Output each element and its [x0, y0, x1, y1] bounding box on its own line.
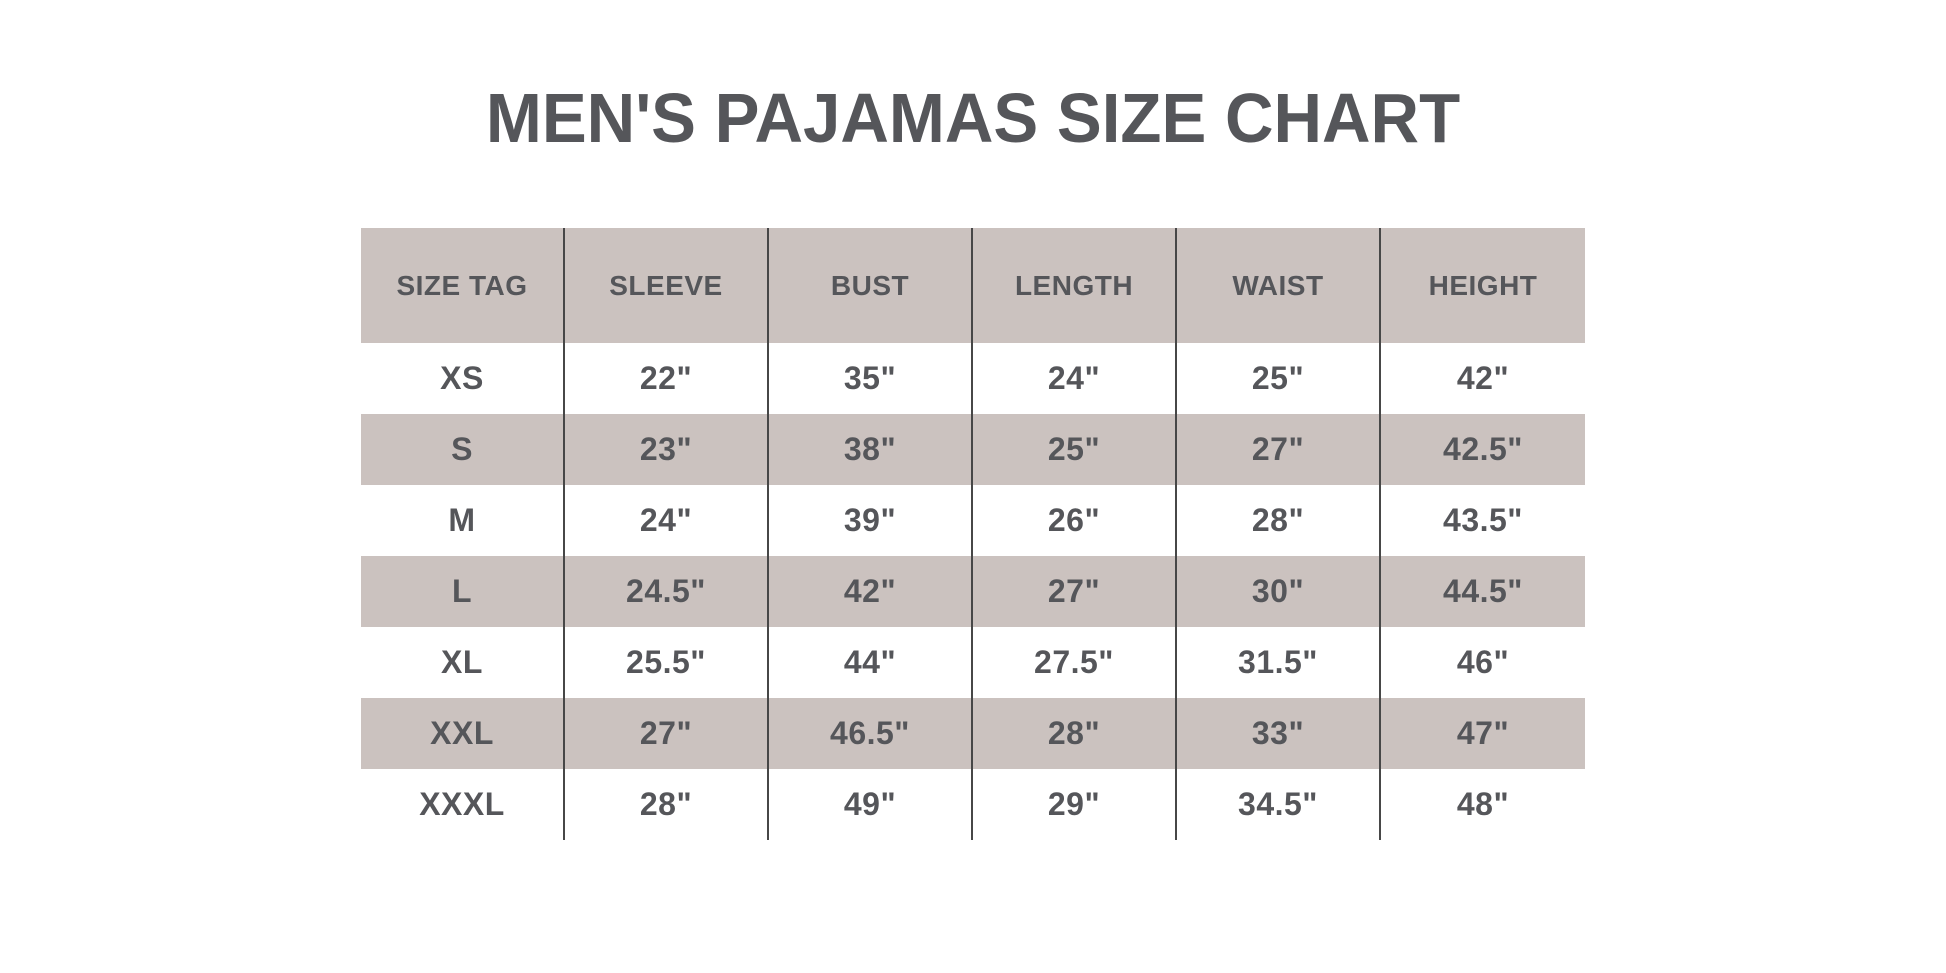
column-header-length: LENGTH	[973, 228, 1177, 343]
value-cell: 22"	[565, 343, 769, 414]
column-header-sleeve: SLEEVE	[565, 228, 769, 343]
column-header-height: HEIGHT	[1428, 269, 1538, 301]
table-row	[361, 556, 1585, 627]
column-header-size-tag: SIZE TAG	[361, 228, 565, 343]
table-header-row	[361, 228, 1585, 343]
size-tag-cell: XS	[361, 343, 565, 414]
value-cell: 44.5"	[1443, 573, 1523, 609]
size-tag-cell: S	[361, 414, 565, 485]
value-cell: 27"	[1177, 414, 1381, 485]
page-title: MEN'S PAJAMAS SIZE CHART	[485, 79, 1461, 157]
value-cell: 33"	[1177, 698, 1381, 769]
value-cell: 42.5"	[1443, 431, 1523, 467]
size-tag-cell: XXXL	[361, 769, 565, 840]
value-cell: 43.5"	[1443, 502, 1523, 538]
column-header-waist: WAIST	[1177, 228, 1381, 343]
value-cell: 49"	[769, 769, 973, 840]
table-row	[361, 485, 1585, 556]
value-cell: 42"	[1456, 360, 1510, 396]
value-cell: 28"	[565, 769, 769, 840]
size-tag-cell: M	[361, 485, 565, 556]
value-cell: 23"	[565, 414, 769, 485]
value-cell: 28"	[973, 698, 1177, 769]
value-cell: 48"	[1456, 786, 1510, 822]
table-row	[361, 698, 1585, 769]
value-cell: 30"	[1177, 556, 1381, 627]
value-cell: 38"	[769, 414, 973, 485]
value-cell: 26"	[973, 485, 1177, 556]
value-cell: 34.5"	[1177, 769, 1381, 840]
table-row	[361, 769, 1585, 840]
value-cell: 28"	[1177, 485, 1381, 556]
value-cell: 27.5"	[973, 627, 1177, 698]
size-tag-cell: XL	[361, 627, 565, 698]
value-cell: 25"	[1177, 343, 1381, 414]
value-cell: 31.5"	[1177, 627, 1381, 698]
value-cell: 27"	[973, 556, 1177, 627]
table-row	[361, 414, 1585, 485]
value-cell: 46.5"	[769, 698, 973, 769]
value-cell: 39"	[769, 485, 973, 556]
value-cell: 29"	[973, 769, 1177, 840]
column-header-bust: BUST	[769, 228, 973, 343]
value-cell: 24"	[565, 485, 769, 556]
value-cell: 25.5"	[565, 627, 769, 698]
value-cell: 44"	[769, 627, 973, 698]
size-tag-cell: L	[361, 556, 565, 627]
value-cell: 35"	[769, 343, 973, 414]
value-cell: 25"	[973, 414, 1177, 485]
table-body	[361, 343, 1585, 840]
value-cell: 24"	[973, 343, 1177, 414]
table-row	[361, 343, 1585, 414]
value-cell: 24.5"	[565, 556, 769, 627]
size-chart-table	[361, 228, 1585, 840]
table-row	[361, 627, 1585, 698]
value-cell: 46"	[1456, 644, 1510, 680]
size-tag-cell: XXL	[361, 698, 565, 769]
value-cell: 47"	[1456, 715, 1510, 751]
value-cell: 42"	[769, 556, 973, 627]
value-cell: 27"	[565, 698, 769, 769]
